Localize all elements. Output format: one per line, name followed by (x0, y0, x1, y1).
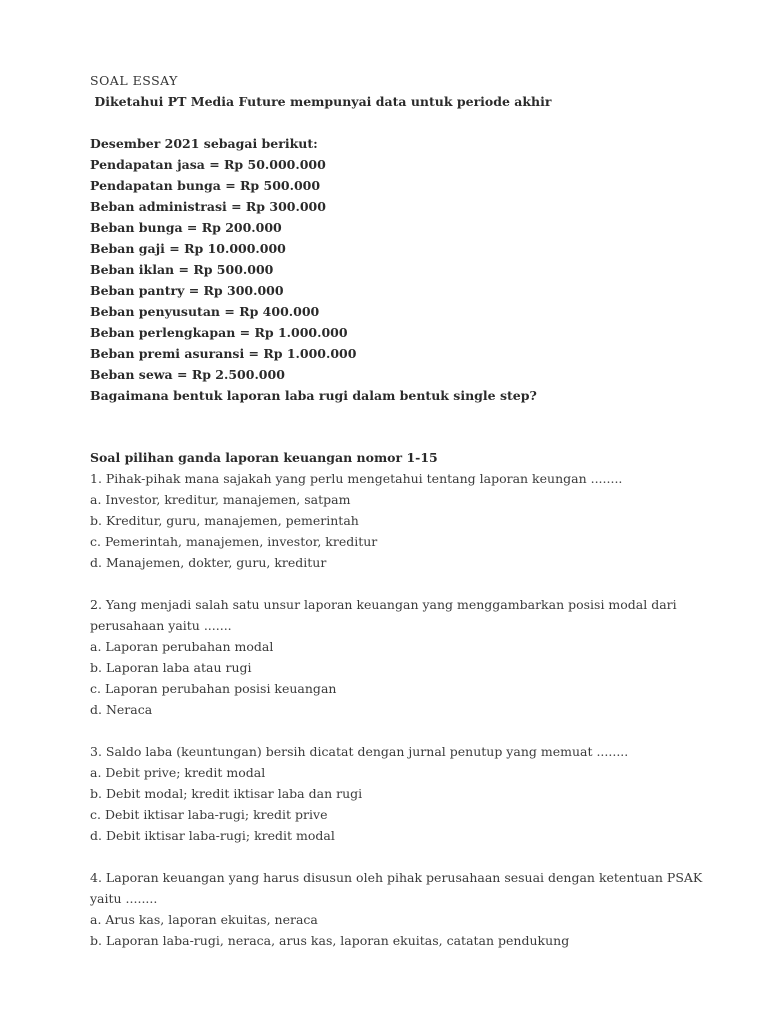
essay-item: Beban pantry = Rp 300.000 (90, 283, 284, 298)
essay-item: Beban bunga = Rp 200.000 (90, 220, 282, 235)
q3-option-a: a. Debit prive; kredit modal (90, 765, 266, 780)
q2-option-d: d. Neraca (90, 702, 153, 717)
essay-item: Beban perlengkapan = Rp 1.000.000 (90, 325, 348, 340)
q2-option-a: a. Laporan perubahan modal (90, 639, 274, 654)
q1-option-c: c. Pemerintah, manajemen, investor, kreditur (90, 534, 378, 549)
mcq-heading: Soal pilihan ganda laporan keuangan nomor 1-15 (90, 450, 438, 465)
question-2-line1: 2. Yang menjadi salah satu unsur laporan keuangan yang menggambarkan posisi modal dari (90, 597, 677, 612)
q4-option-b: b. Laporan laba-rugi, neraca, arus kas, laporan ekuitas, catatan pendukung (90, 933, 570, 948)
question-4-line2: yaitu ........ (90, 891, 158, 906)
question-1: 1. Pihak-pihak mana sajakah yang perlu mengetahui tentang laporan keungan ........ (90, 471, 623, 486)
q4-option-a: a. Arus kas, laporan ekuitas, neraca (90, 912, 318, 927)
q3-option-c: c. Debit iktisar laba-rugi; kredit prive (90, 807, 328, 822)
essay-item: Beban gaji = Rp 10.000.000 (90, 241, 286, 256)
document-content (90, 70, 710, 951)
essay-item: Beban sewa = Rp 2.500.000 (90, 367, 285, 382)
q2-option-c: c. Laporan perubahan posisi keuangan (90, 681, 337, 696)
q2-option-b: b. Laporan laba atau rugi (90, 660, 252, 675)
essay-heading: SOAL ESSAY (90, 73, 178, 88)
essay-item: Pendapatan jasa = Rp 50.000.000 (90, 157, 326, 172)
essay-item: Beban premi asuransi = Rp 1.000.000 (90, 346, 357, 361)
essay-item: Beban administrasi = Rp 300.000 (90, 199, 326, 214)
essay-item: Beban penyusutan = Rp 400.000 (90, 304, 320, 319)
essay-intro-line1: Diketahui PT Media Future mempunyai data untuk periode akhir (90, 94, 552, 109)
essay-intro-line2: Desember 2021 sebagai berikut: (90, 136, 318, 151)
essay-question: Bagaimana bentuk laporan laba rugi dalam bentuk single step? (90, 388, 537, 403)
q1-option-a: a. Investor, kreditur, manajemen, satpam (90, 492, 351, 507)
question-4-line1: 4. Laporan keuangan yang harus disusun oleh pihak perusahaan sesuai dengan ketentuan PSAK (90, 870, 703, 885)
q1-option-b: b. Kreditur, guru, manajemen, pemerintah (90, 513, 359, 528)
q3-option-d: d. Debit iktisar laba-rugi; kredit modal (90, 828, 335, 843)
q1-option-d: d. Manajemen, dokter, guru, kreditur (90, 555, 327, 570)
q3-option-b: b. Debit modal; kredit iktisar laba dan rugi (90, 786, 363, 801)
question-3: 3. Saldo laba (keuntungan) bersih dicatat dengan jurnal penutup yang memuat ........ (90, 744, 629, 759)
essay-item: Pendapatan bunga = Rp 500.000 (90, 178, 321, 193)
question-2-line2: perusahaan yaitu ....... (90, 618, 232, 633)
essay-item: Beban iklan = Rp 500.000 (90, 262, 274, 277)
